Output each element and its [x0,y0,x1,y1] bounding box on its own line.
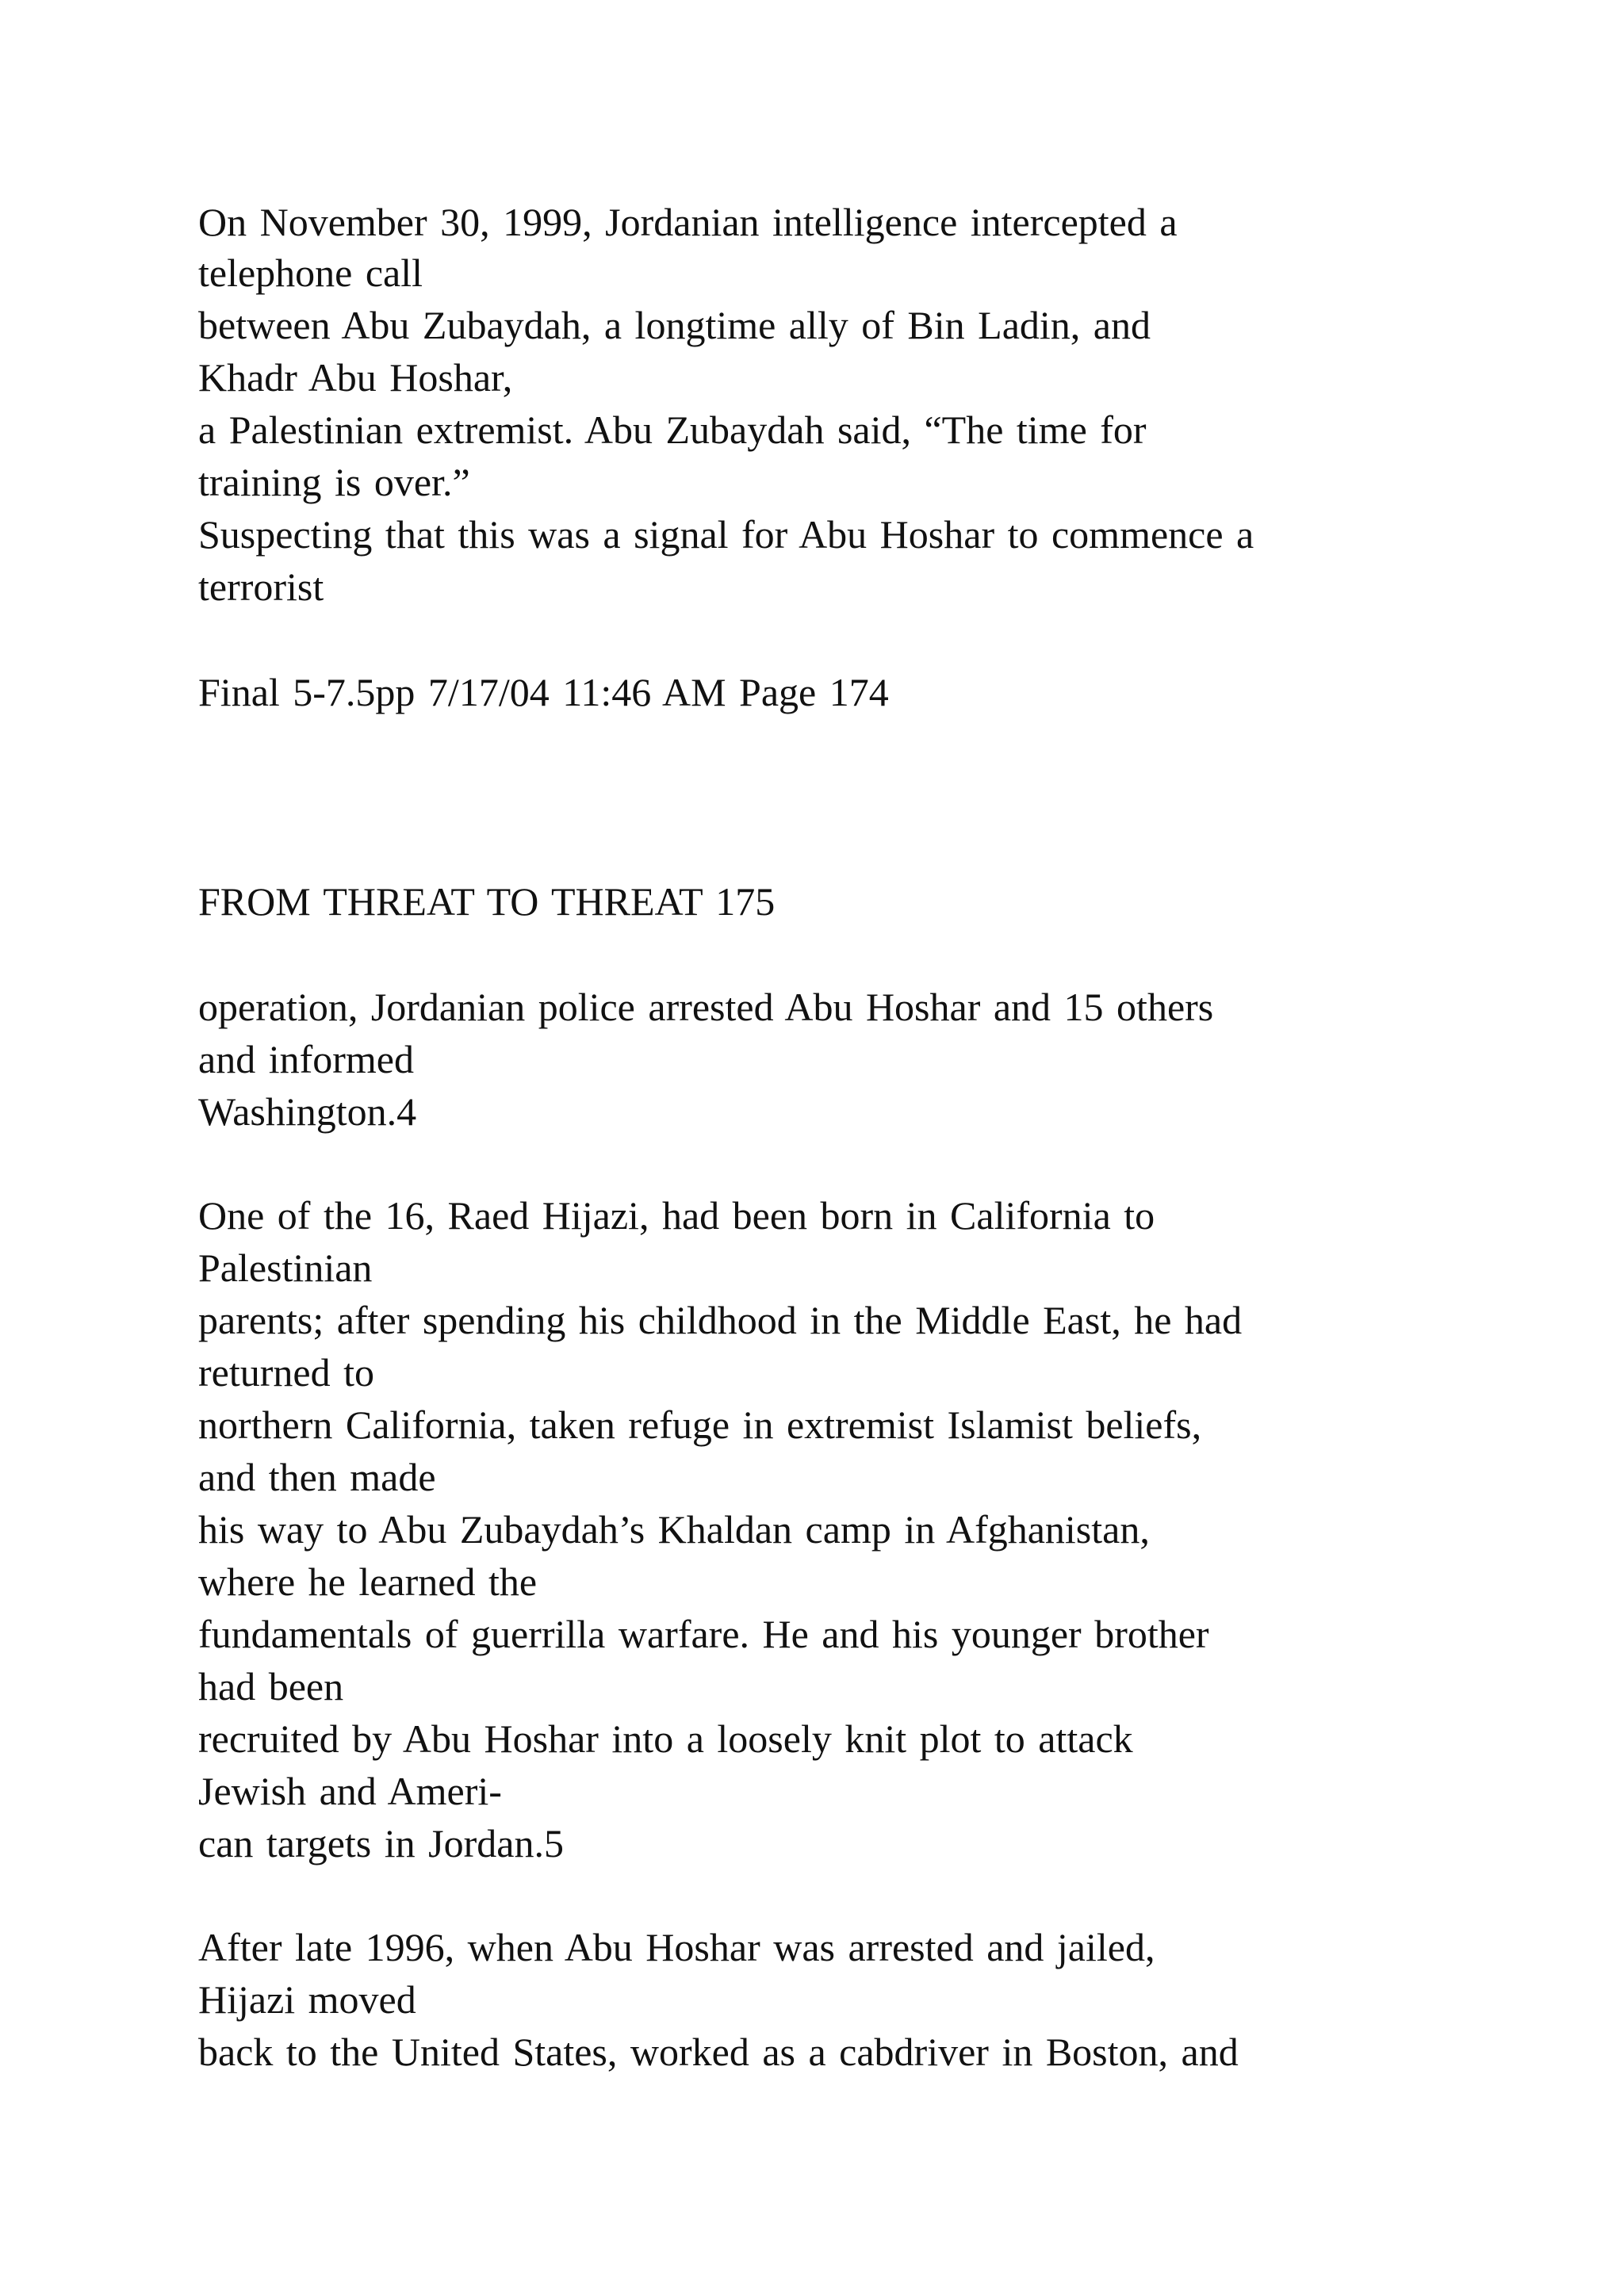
body-text-line: back to the United States, worked as a cabdriver in Boston, and [198,2030,1239,2074]
body-text-line: After late 1996, when Abu Hoshar was arrested and jailed, [198,1925,1155,1969]
body-text-line: terrorist [198,564,324,609]
body-text-line: northern California, taken refuge in extremist Islamist beliefs, [198,1402,1202,1447]
body-text-line: Khadr Abu Hoshar, [198,355,513,400]
body-text-line: On November 30, 1999, Jordanian intelligence intercepted a [198,200,1178,244]
body-text-line: Washington.4 [198,1089,417,1134]
body-text-line: his way to Abu Zubaydah’s Khaldan camp in Afghanistan, [198,1507,1150,1552]
body-text-line: Hijazi moved [198,1977,416,2022]
running-header: FROM THREAT TO THREAT 175 [198,879,776,924]
body-text-line: a Palestinian extremist. Abu Zubaydah said, “The time for [198,408,1147,452]
body-text-line: Palestinian [198,1246,373,1290]
body-text-line: operation, Jordanian police arrested Abu Hoshar and 15 others [198,985,1214,1029]
body-text-line: where he learned the [198,1559,538,1604]
body-text-line: Suspecting that this was a signal for Abu Hoshar to commence a [198,512,1254,557]
body-text-line: returned to [198,1350,374,1395]
page-footer-line: Final 5-7.5pp 7/17/04 11:46 AM Page 174 [198,670,889,714]
body-text-line: and then made [198,1455,436,1499]
body-text-line: telephone call [198,251,423,295]
body-text-line: recruited by Abu Hoshar into a loosely knit plot to attack [198,1716,1133,1761]
body-text-line: training is over.” [198,460,470,504]
body-text-line: parents; after spending his childhood in the Middle East, he had [198,1298,1243,1342]
body-text-line: between Abu Zubaydah, a longtime ally of Bin Ladin, and [198,303,1151,347]
body-text-line: fundamentals of guerrilla warfare. He and his younger brother [198,1612,1209,1656]
body-text-line: can targets in Jordan.5 [198,1821,564,1866]
body-text-line: and informed [198,1037,414,1081]
body-text-line: Jewish and Ameri- [198,1769,502,1813]
body-text-line: had been [198,1664,344,1709]
body-text-line: One of the 16, Raed Hijazi, had been born in California to [198,1193,1155,1238]
